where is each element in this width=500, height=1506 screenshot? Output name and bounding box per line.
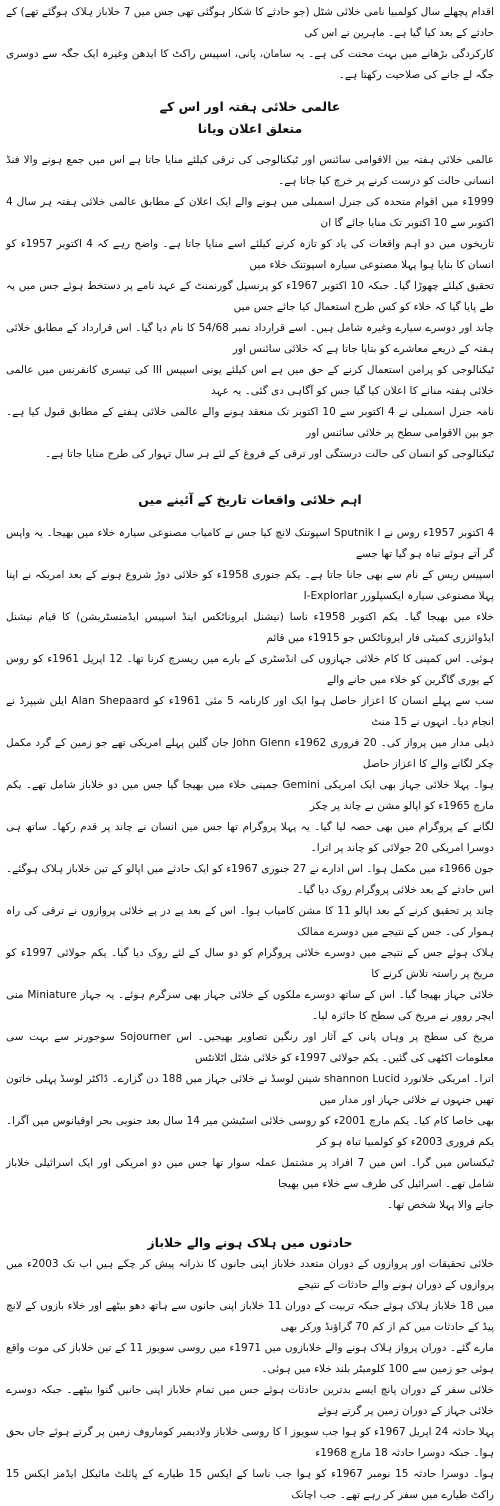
spacer: [6, 469, 494, 489]
section1-line: ٹیکنالوجی کو پرامن استعمال کرنے کے حق میں ہے اس کیلئے یونی اسپیس III کی تیسری کانفرنس میں عالمی خلائی ہفتہ منانے کا اعلان کیا گیا جس کو آگاہی دی گئی۔ یہ عہد: [6, 364, 494, 397]
section1-heading-line-1: عالمی خلائی ہفتہ اور اس کے: [159, 99, 341, 114]
spacer: [6, 1220, 494, 1232]
section1-line: چاند اور دوسرے سیارے وغیرہ شامل ہیں۔ اسے قرارداد نمبر 54/68 کا نام دیا گیا۔ اس قرارداد کے مطابق خلائی ہفتہ کے ذریعے معاشرے کو بتایا جاتا ہے کہ خلائی سائنس اور: [6, 322, 494, 355]
section3-paragraph: [6, 1254, 494, 1506]
section1-line: عالمی خلائی ہفتہ بین الاقوامی سائنس اور ٹیکنالوجی کی ترقی کیلئے منایا جاتا ہے اس میں جمع ہونے والا فنڈ انسانی حالت کو درست کرنے پر خرچ کیا جاتا ہے۔: [6, 154, 494, 187]
intro-paragraph: [6, 2, 494, 86]
section2-paragraph: [6, 523, 494, 1216]
section1-heading: [6, 90, 494, 150]
section2-line: اترا۔ امریکی خلانورد shannon Lucid شینن لوسڈ نے خلائی جہاز میں 188 دن گزارے۔ ڈاکٹر لوسڈ پہلی خاتون تھیں جنہوں نے خلائی جہاز اور مدار میں: [6, 1073, 494, 1106]
section2-line: ہوئی۔ اس کمپنی کا کام خلائی جہازوں کی انڈسٹری کے بارے میں ریسرچ کرنا تھا۔ 12 اپریل 1961ء کو روس کے یوری گاگرین کو خلاء میں جانے والے: [6, 653, 494, 686]
section3-line: میں 18 خلاباز ہلاک ہوئے جبکہ تربیت کے دوران 11 خلاباز اپنی جانوں سے ہاتھ دھو بیٹھے اور خلاء بازوں کے لانچ پیڈ کے حادثات میں کم از کم 70 گراؤنڈ ورکر بھی: [6, 1300, 494, 1333]
section2-line: 4 اکتوبر 1957ء روس نے Sputnik I اسپوتنک لانچ کیا جس نے کامیاب مصنوعی سیارہ خلاء میں بھیجا۔ یہ واپس گر آتے ہوئے تباہ ہو گیا تھا جسے: [6, 527, 495, 560]
section2-line: بھی خاصا کام کیا۔ یکم مارچ 2001ء کو روسی خلائی اسٹیشن میر 14 سال بعد جنوبی بحر اوقیانوس میں آگرا۔ یکم فروری 2003ء کو کولمبیا تباہ ہو کر: [6, 1115, 494, 1148]
section2-line: سب سے پہلے انسان کا اعزاز حاصل ہوا ایک اور کارنامہ 5 مئی 1961ء کو Alan Shepaard ایلن شیپرڈ نے انجام دیا۔ انہوں نے 15 منٹ: [6, 695, 494, 728]
section2-line: خلائی جہاز بھیجا گیا۔ اس کے ساتھ دوسرے ملکوں کے خلائی جہاز بھی سرگرم ہوئے۔ یہ جہاز Miniature منی ایچر روور نے مریخ کی سطح کا جائزہ لیا۔: [6, 989, 494, 1022]
intro-line-1: اقدام پچھلے سال کولمبیا نامی خلائی شٹل (جو حادثے کا شکار ہوگئی تھی جس میں 7 خلاباز ہلاک ہوگئے تھے) کے حادثے کے بعد کیا گیا ہے۔ ماہرین نے اس کی: [6, 6, 494, 39]
section2-line: ہوا۔ پہلا خلائی جہاز بھی ایک امریکی Gemini جمینی خلاء میں بھیجا گیا جس میں دو خلاباز شامل تھے۔ یکم مارچ 1965ء کو اپالو مشن نے چاند پر چکر: [6, 779, 494, 812]
section1-heading-line-2: متعلق اعلان ویانا: [197, 121, 303, 136]
section2-heading: اہم خلائی واقعات تاریخ کے آئینے میں: [138, 492, 362, 507]
section1-line: تحقیق کیلئے چھوڑا گیا۔ جبکہ 10 اکتوبر 1967ء کو پرنسپل گورنمنٹ کے عہد نامے پر دستخط ہوئے جس میں یہ طے پایا گیا کہ خلاء کو کس طرح استعمال کیا جائے جس میں: [6, 280, 494, 313]
section2-line: مریخ کی سطح پر وہاں پانی کے آثار اور رنگین تصاویر بھیجیں۔ اس Sojourner سوجورنر سے بہت سی معلومات اکٹھی کی گئیں۔ یکم جولائی 1997ء کو خلائی شٹل اٹلانٹس: [6, 1031, 494, 1064]
section2-line: ہلاک ہوئے جس کے نتیجے میں دوسرے خلائی پروگرام کو دو سال کے لئے روک دیا گیا۔ یکم جولائی 1997ء کو مریخ پر راستہ تلاش کرنے کا: [6, 947, 494, 980]
section2-line: لگانے کے پروگرام میں بھی حصہ لیا گیا۔ یہ پہلا پروگرام تھا جس میں انسان نے چاند پر قدم رکھا۔ ساتھ ہی دوسرا امریکی 20 جولائی کو چاند پر اترا۔: [6, 821, 494, 854]
section1-paragraph: [6, 150, 494, 465]
section3-line: پہلا حادثہ 24 اپریل 1967ء کو ہوا جب سویوز I کا روسی خلاباز ولادیمیر کوماروف زمین پر گرتے ہوئے جاں بحق ہوا۔ جبکہ دوسرا حادثہ 18 مارچ 1968ء: [6, 1426, 494, 1459]
spacer: [6, 511, 494, 523]
section1-line: تاریخوں میں دو اہم واقعات کی یاد کو تازہ کرنے کیلئے اسے منایا جاتا ہے۔ واضح رہے کہ 4 اکتوبر 1957ء کو انسان کا بنایا ہوا پہلا مصنوعی سیارہ اسپوتنک خلاء میں: [6, 238, 494, 271]
section2-line: جانے والا پہلا شخص تھا۔: [387, 1199, 494, 1211]
section3-heading: حادثوں میں ہلاک ہونے والے خلاباز: [147, 1235, 353, 1250]
section2-line: خلاء میں بھیجا گیا۔ یکم اکتوبر 1958ء ناسا (نیشنل ایروناٹکس اینڈ اسپیس ایڈمنسٹریشن) کا قیام نیشنل ایڈوائزری کمیٹی فار ایروناٹکس جو 1915ء میں قائم: [6, 611, 494, 644]
intro-line-2: کارکردگی بڑھانے میں بہت محنت کی ہے۔ یہ سامان، پانی، اسپیس راکٹ کا ایدھن وغیرہ ایک جگہ سے دوسری جگہ لے جانے کی صلاحیت رکھتا ہے۔: [6, 48, 494, 81]
section3-line: ہوا۔ دوسرا حادثہ 15 نومبر 1967ء کو ہوا جب ناسا کے ایکس 15 طیارے کے پائلٹ مائیکل ایڈمز ایکس 15 راکٹ طیارے میں سفر کر رہے تھے۔ جب اچانک: [6, 1468, 494, 1501]
section1-line: 1999ء میں اقوام متحدہ کی جنرل اسمبلی میں ہونے والے ایک اعلان کے مطابق عالمی خلائی ہفتہ ہر سال 4 اکتوبر سے 10 اکتوبر تک منایا جائے گا ان: [6, 196, 494, 229]
section1-line: ٹیکنالوجی کو انسان کی حالت درستگی اور ترقی کے فروغ کے لئے ہر سال تہوار کی طرح منایا جاتا ہے۔: [45, 448, 494, 460]
section1-line: نامہ جنرل اسمبلی نے 4 اکتوبر سے 10 اکتوبر تک منعقد ہونے والے عالمی خلائی ہفتے کے مطابق قبول کیا ہے۔ جو بین الاقوامی سطح پر خلائی سائنس اور: [6, 406, 494, 439]
section3-line: خلائی سفر کے دوران پانچ ایسے بدترین حادثات ہوئے جس میں تمام خلاباز اپنی جانیں گنوا بیٹھے۔ جبکہ دوسرے خلائی جہاز کے دوران زمین پر گرتے ہوئے: [6, 1384, 494, 1417]
section2-line: اسپیس ریس کے نام سے بھی جانا جاتا ہے۔ یکم جنوری 1958ء کو خلائی دوڑ شروع ہونے کے بعد امریکہ نے اپنا پہلا مصنوعی سیارہ ایکسپلورر I-Explorlar: [6, 569, 494, 602]
section2-line: چاند پر تحقیق کرنے کے بعد اپالو 11 کا مشن کامیاب ہوا۔ اس کے بعد پے در پے خلائی پروازوں نے ترقی کی راہ ہموار کی۔ جس کے نتیجے میں دوسرے ممالک: [6, 905, 494, 938]
section3-line: مارے گئے۔ دوران پرواز ہلاک ہونے والے خلابازوں میں 1971ء میں روسی سویوز 11 کے تین خلاباز کی موت واقع ہوئی جو زمین سے 100 کلومیٹر بلند خلاء میں ہوئی۔: [6, 1342, 494, 1375]
section2-line: جون 1966ء میں مکمل ہوا۔ اس ادارے نے 27 جنوری 1967ء کو ایک حادثے میں اپالو کے تین خلاباز ہلاک ہوگئے۔ اس حادثے کے بعد خلائی پروگرام روک دیا گیا۔: [6, 863, 494, 896]
section2-line: ذیلی مدار میں پرواز کی۔ 20 فروری 1962ء John Glenn جان گلین پہلے امریکی تھے جو زمین کے گرد مکمل چکر لگانے والے کا اعزاز حاصل: [6, 737, 494, 770]
section2-line: ٹیکساس میں گرا۔ اس میں 7 افراد پر مشتمل عملہ سوار تھا جس میں دو امریکی اور ایک اسرائیلی خلاباز شامل تھے۔ اسرائیل کی طرف سے خلاء میں بھیجا: [6, 1157, 494, 1190]
section3-line: خلائی تحقیقات اور پروازوں کے دوران متعدد خلاباز اپنی جانوں کا نذرانہ پیش کر چکے ہیں اب تک 2003ء میں پروازوں کے دوران ہونے والے حادثات کے نتیجے: [6, 1258, 494, 1291]
